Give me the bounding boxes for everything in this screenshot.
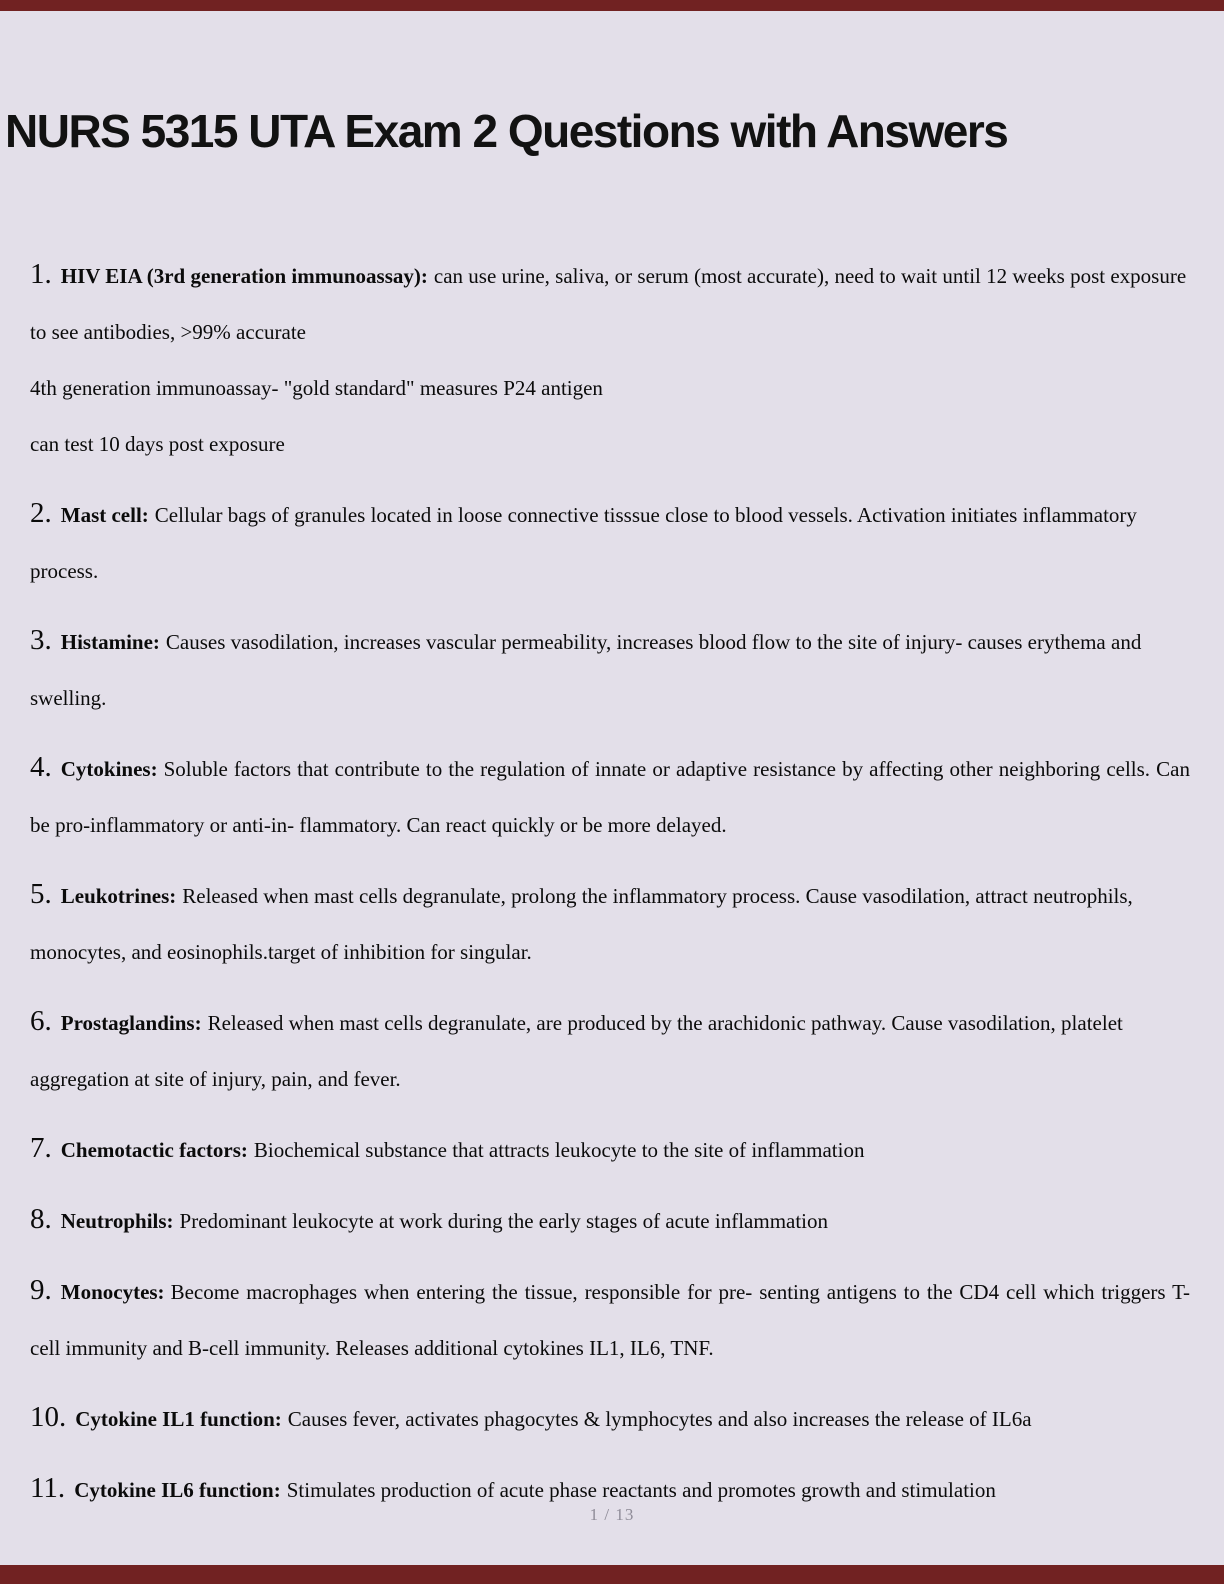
qa-answer: Predominant leukocyte at work during the early stages of acute inflammation [179,1209,829,1233]
bottom-edge-bar [0,1565,1224,1584]
qa-term: Cytokine IL6 function: [74,1478,281,1502]
qa-answer: can use urine, saliva, or serum (most accurate), need to wait until 12 weeks post exposure to see antibodies, >99% accurate [30,264,1187,344]
qa-number: 2. [30,497,52,529]
qa-answer: Cellular bags of granules located in loose connective tisssue close to blood vessels. Activation initiates inflammatory process. [30,503,1137,583]
qa-number: 9. [30,1274,52,1306]
qa-item [30,1191,1190,1249]
qa-item [30,1389,1190,1447]
qa-number: 8. [30,1203,52,1235]
qa-answer: Causes vasodilation, increases vascular permeability, increases blood flow to the site of injury- causes erythema and swelling. [30,630,1142,710]
qa-term: Monocytes: [60,1280,165,1304]
qa-term: Cytokines: [60,757,158,781]
qa-number: 1. [30,258,52,290]
qa-item [30,993,1190,1107]
qa-item [30,866,1190,980]
qa-item [30,246,1190,472]
qa-number: 7. [30,1132,52,1164]
page-indicator: 1 / 13 [589,1505,635,1524]
qa-number: 5. [30,878,52,910]
qa-number: 11. [30,1472,66,1504]
qa-number: 6. [30,1005,52,1037]
qa-answer: Released when mast cells degranulate, prolong the inflammatory process. Cause vasodilation, attract neutrophils, monocytes, and eosinophils.target of inhibition for singular. [30,884,1133,964]
qa-item [30,485,1190,599]
qa-term: HIV EIA (3rd generation immunoassay): [60,264,428,288]
page-footer [0,1505,1224,1525]
qa-term: Leukotrines: [60,884,177,908]
qa-answer: Causes fever, activates phagocytes & lymphocytes and also increases the release of IL6a [287,1407,1032,1431]
qa-answer: Become macrophages when entering the tissue, responsible for pre- senting antigens to the CD4 cell which triggers T-cell immunity and B-cell immunity. Releases additional cytokines IL1, IL6, TNF. [30,1280,1190,1360]
qa-number: 4. [30,751,52,783]
qa-term: Chemotactic factors: [60,1138,248,1162]
qa-answer: Soluble factors that contribute to the regulation of innate or adaptive resistance by affecting other neighboring cells. Can be pro-inflammatory or anti-in- flammatory. Can react quickly or be more delayed. [30,757,1190,837]
qa-number: 10. [30,1401,67,1433]
qa-item [30,1262,1190,1376]
qa-item [30,739,1190,853]
qa-extra-line: 4th generation immunoassay- "gold standard" measures P24 antigen [30,376,603,400]
top-edge-bar [0,0,1224,11]
qa-item [30,612,1190,726]
qa-extra-line: can test 10 days post exposure [30,432,285,456]
qa-number: 3. [30,624,52,656]
qa-item [30,1120,1190,1178]
qa-term: Mast cell: [60,503,149,527]
qa-term: Neutrophils: [60,1209,174,1233]
qa-term: Cytokine IL1 function: [75,1407,282,1431]
qa-term: Histamine: [60,630,160,654]
qa-answer: Biochemical substance that attracts leukocyte to the site of inflammation [253,1138,865,1162]
qa-term: Prostaglandins: [60,1011,202,1035]
qa-list [30,246,1190,1531]
qa-answer: Stimulates production of acute phase reactants and promotes growth and stimulation [286,1478,996,1502]
qa-answer: Released when mast cells degranulate, are produced by the arachidonic pathway. Cause vasodilation, platelet aggregation at site of injury, pain, and fever. [30,1011,1123,1091]
page-title: NURS 5315 UTA Exam 2 Questions with Answers [5,105,1008,157]
